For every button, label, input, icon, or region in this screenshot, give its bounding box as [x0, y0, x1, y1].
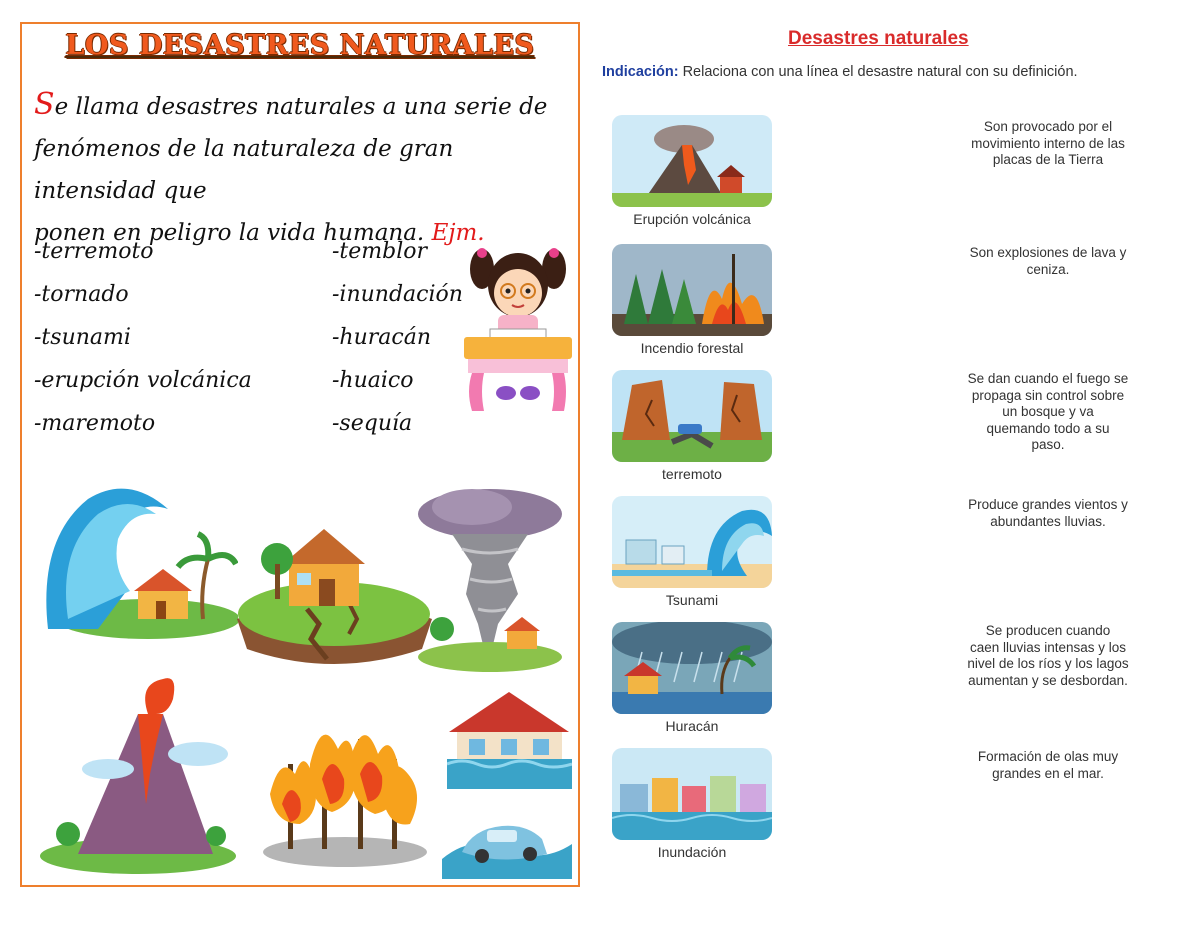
volcano-icon	[612, 115, 772, 207]
worksheet-title: LOS DESASTRES NATURALES	[65, 30, 535, 61]
definition-1[interactable]	[938, 119, 1158, 169]
example-item: -terremoto	[34, 239, 154, 264]
earthquake-illustration-icon	[237, 509, 432, 669]
card-label: Tsunami	[665, 592, 719, 608]
definition-line: aumentan y se desbordan.	[968, 672, 1128, 688]
instruction-label: Indicación:	[602, 64, 679, 80]
example-item: -erupción volcánica	[34, 368, 252, 393]
definition-line: caen lluvias intensas y los	[969, 639, 1127, 655]
definition-line: propaga sin control sobre	[971, 387, 1125, 403]
example-item: -huracán	[332, 325, 432, 350]
disaster-card-earthquake[interactable]	[612, 370, 777, 482]
instruction-text	[602, 64, 1078, 80]
example-item: -tsunami	[34, 325, 131, 350]
definition-line: Son explosiones de lava y	[969, 245, 1127, 260]
flood-car-illustration-icon	[442, 804, 572, 879]
forest-fire-illustration-icon	[260, 704, 430, 869]
definition-line: quemando todo a su	[986, 420, 1110, 436]
definition-line: movimiento interno de las	[971, 135, 1125, 151]
card-label: Erupción volcánica	[633, 211, 751, 227]
card-label: terremoto	[662, 466, 722, 482]
tornado-illustration-icon	[412, 479, 567, 674]
disaster-card-tsunami[interactable]	[612, 496, 777, 608]
intro-line-2: fenómenos de la naturaleza de gran intensidad que	[34, 136, 454, 204]
tsunami-illustration-icon	[38, 479, 238, 644]
definition-line: nivel de los ríos y los lagos	[967, 656, 1129, 671]
disaster-card-forest-fire[interactable]	[612, 244, 777, 356]
disaster-card-hurricane[interactable]	[612, 622, 777, 734]
example-item: -inundación	[332, 282, 463, 307]
disaster-card-volcano[interactable]	[612, 115, 777, 227]
definition-5[interactable]	[938, 623, 1158, 689]
intro-paragraph	[34, 84, 574, 254]
reading-panel	[20, 22, 580, 887]
example-item: -maremoto	[34, 411, 156, 436]
example-item: -huaico	[332, 368, 414, 393]
definition-line: un bosque y va	[1002, 404, 1094, 419]
intro-line-3: ponen en peligro la vida humana.	[34, 220, 425, 246]
definition-line: Formación de olas muy	[977, 749, 1119, 764]
drop-initial: S	[34, 87, 55, 122]
earthquake-icon	[612, 370, 772, 462]
disaster-card-flood[interactable]	[612, 748, 777, 860]
definition-line: grandes en el mar.	[992, 765, 1104, 781]
exercise-title: Desastres naturales	[788, 28, 969, 49]
forest-fire-icon	[612, 244, 772, 336]
card-label: Inundación	[657, 844, 727, 860]
instruction-body: Relaciona con una línea el desastre natural con su definición.	[678, 64, 1078, 80]
example-item: -tornado	[34, 282, 129, 307]
definition-line: Produce grandes vientos y	[968, 497, 1128, 512]
definition-line: ceniza.	[1026, 261, 1070, 277]
example-item: -temblor	[332, 239, 428, 264]
definition-line: paso.	[1031, 437, 1065, 452]
hurricane-icon	[612, 622, 772, 714]
definition-6[interactable]	[938, 749, 1158, 782]
definition-line: Se dan cuando el fuego se	[967, 371, 1129, 386]
definition-line: Se producen cuando	[985, 623, 1111, 638]
example-marker: Ejm.	[431, 220, 485, 246]
girl-studying-icon	[462, 239, 574, 419]
card-label: Incendio forestal	[640, 340, 744, 356]
definition-line: placas de la Tierra	[992, 152, 1104, 167]
definition-line: Son provocado por el	[983, 119, 1113, 134]
intro-line-1: e llama desastres naturales a una serie de	[54, 94, 548, 120]
tsunami-icon	[612, 496, 772, 588]
card-label: Huracán	[665, 718, 719, 734]
definition-4[interactable]	[938, 497, 1158, 530]
flood-icon	[612, 748, 772, 840]
definition-3[interactable]	[938, 371, 1158, 454]
example-item: -sequía	[332, 411, 413, 436]
volcano-illustration-icon	[38, 674, 243, 874]
flood-house-illustration-icon	[447, 684, 572, 789]
definition-line: abundantes lluvias.	[990, 513, 1106, 529]
definition-2[interactable]	[938, 245, 1158, 278]
